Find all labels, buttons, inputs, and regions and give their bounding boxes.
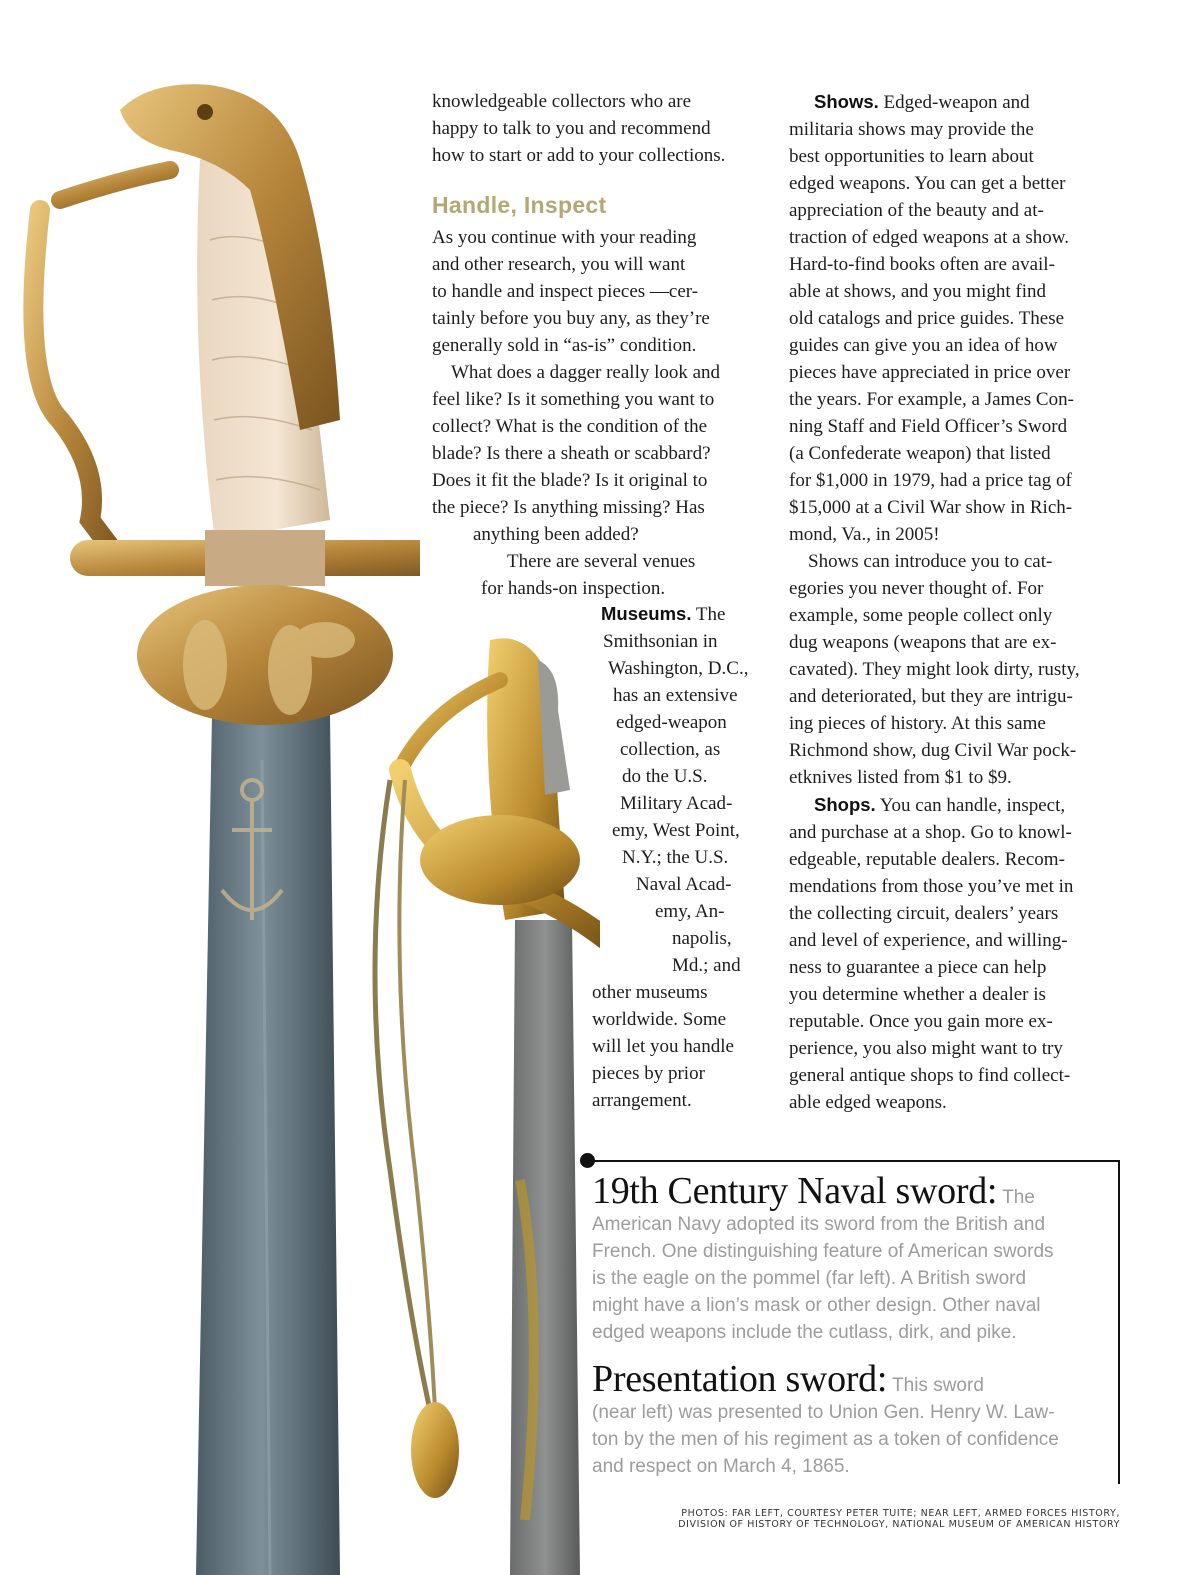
caption-title: 19th Century Naval sword: bbox=[592, 1170, 998, 1212]
body-line: old catalogs and price guides. These bbox=[789, 308, 1065, 329]
body-line: appreciation of the beauty and at- bbox=[789, 200, 1044, 221]
body-line: edged-weapon bbox=[616, 712, 727, 733]
body-line: emy, An- bbox=[655, 901, 725, 922]
body-line: and other research, you will want bbox=[432, 254, 686, 275]
handle-inspect-paragraph bbox=[432, 224, 720, 602]
body-line: cavated). They might look dirty, rusty, bbox=[789, 659, 1080, 680]
caption-title: Presentation sword: bbox=[592, 1358, 888, 1400]
body-line: example, some people collect only bbox=[789, 605, 1053, 626]
body-line: traction of edged weapons at a show. bbox=[789, 227, 1069, 248]
caption-line: might have a lion’s mask or other design. Other naval bbox=[592, 1295, 1041, 1316]
body-line: guides can give you an idea of how bbox=[789, 335, 1058, 356]
body-line: for $1,000 in 1979, had a price tag of bbox=[789, 470, 1072, 491]
museums-paragraph bbox=[0, 600, 748, 1114]
body-line: the piece? Is anything missing? Has bbox=[432, 497, 705, 518]
body-line: to handle and inspect pieces —cer- bbox=[432, 281, 699, 302]
body-line: Smithsonian in bbox=[603, 631, 718, 652]
presentation-sword-caption bbox=[592, 1358, 1059, 1480]
body-line: N.Y.; the U.S. bbox=[622, 847, 729, 868]
caption-line: ton by the men of his regiment as a token of confidence bbox=[592, 1429, 1059, 1450]
body-line: egories you never thought of. For bbox=[789, 578, 1044, 599]
body-line: blade? Is there a sheath or scabbard? bbox=[432, 443, 711, 464]
caption-bullet bbox=[580, 1153, 595, 1168]
intro-line: how to start or add to your collections. bbox=[432, 145, 726, 166]
body-line: Md.; and bbox=[672, 955, 741, 976]
body-line: tainly before you buy any, as they’re bbox=[432, 308, 710, 329]
body-line: pieces have appreciated in price over bbox=[789, 362, 1071, 383]
body-line: and deteriorated, but they are intrigu- bbox=[789, 686, 1073, 707]
caption-line: French. One distinguishing feature of American swords bbox=[592, 1241, 1054, 1262]
body-line: mendations from those you’ve met in bbox=[789, 876, 1074, 897]
body-line: anything been added? bbox=[473, 524, 639, 545]
body-line: ness to guarantee a piece can help bbox=[789, 957, 1047, 978]
body-line: generally sold in “as-is” condition. bbox=[432, 335, 697, 356]
caption-line: The bbox=[997, 1187, 1035, 1208]
body-line: Hard-to-find books often are avail- bbox=[789, 254, 1055, 275]
body-line: collection, as bbox=[620, 739, 721, 760]
body-line: will let you handle bbox=[592, 1036, 734, 1057]
body-line: (a Confederate weapon) that listed bbox=[789, 443, 1051, 464]
body-line: militaria shows may provide the bbox=[789, 119, 1034, 140]
body-line: Naval Acad- bbox=[636, 874, 732, 895]
body-line: the collecting circuit, dealers’ years bbox=[789, 903, 1059, 924]
caption-line: is the eagle on the pommel (far left). A British sword bbox=[592, 1268, 1027, 1289]
body-line: $15,000 at a Civil War show in Rich- bbox=[789, 497, 1073, 518]
caption-line: edged weapons include the cutlass, dirk, and pike. bbox=[592, 1322, 1017, 1343]
body-line: The bbox=[691, 604, 726, 625]
body-line: perience, you also might want to try bbox=[789, 1038, 1063, 1059]
body-line: the years. For example, a James Con- bbox=[789, 389, 1074, 410]
body-line: feel like? Is it something you want to bbox=[432, 389, 715, 410]
body-line: Washington, D.C., bbox=[608, 658, 749, 679]
credit-line: DIVISION OF HISTORY OF TECHNOLOGY, NATIONAL MUSEUM OF AMERICAN HISTORY bbox=[678, 1519, 1120, 1530]
body-line: worldwide. Some bbox=[592, 1009, 727, 1030]
body-line: general antique shops to find collect- bbox=[789, 1065, 1071, 1086]
body-line: Edged-weapon and bbox=[878, 92, 1030, 113]
intro-paragraph bbox=[432, 88, 725, 169]
body-line: You can handle, inspect, bbox=[875, 795, 1066, 816]
body-line: collect? What is the condition of the bbox=[432, 416, 708, 437]
body-line: mond, Va., in 2005! bbox=[789, 524, 940, 545]
caption-line: and respect on March 4, 1865. bbox=[592, 1456, 850, 1477]
shops-lead: Shops. bbox=[814, 794, 876, 815]
caption-line: (near left) was presented to Union Gen. Henry W. Law- bbox=[592, 1402, 1055, 1423]
body-line: edgeable, reputable dealers. Recom- bbox=[789, 849, 1065, 870]
body-line: Does it fit the blade? Is it original to bbox=[432, 470, 708, 491]
museums-lead: Museums. bbox=[601, 603, 692, 624]
shows-lead: Shows. bbox=[814, 91, 879, 112]
intro-line: knowledgeable collectors who are bbox=[432, 91, 692, 112]
body-line: has an extensive bbox=[613, 685, 738, 706]
section-heading: Handle, Inspect bbox=[432, 192, 607, 218]
body-line: arrangement. bbox=[592, 1090, 692, 1111]
caption-line: American Navy adopted its sword from the British and bbox=[592, 1214, 1046, 1235]
credit-line: PHOTOS: FAR LEFT, COURTESY PETER TUITE; NEAR LEFT, ARMED FORCES HISTORY, bbox=[681, 1508, 1120, 1519]
body-line: dug weapons (weapons that are ex- bbox=[789, 632, 1057, 653]
photo-credit bbox=[678, 1508, 1120, 1530]
body-line: What does a dagger really look and bbox=[432, 362, 721, 383]
body-line: ing pieces of history. At this same bbox=[789, 713, 1046, 734]
body-line: other museums bbox=[592, 982, 708, 1003]
body-line: you determine whether a dealer is bbox=[789, 984, 1046, 1005]
body-line: There are several venues bbox=[507, 551, 696, 572]
body-line: do the U.S. bbox=[622, 766, 708, 787]
body-line: Richmond show, dug Civil War pock- bbox=[789, 740, 1077, 761]
body-line: etknives listed from $1 to $9. bbox=[789, 767, 1012, 788]
body-line: reputable. Once you gain more ex- bbox=[789, 1011, 1053, 1032]
body-line: Military Acad- bbox=[620, 793, 733, 814]
body-line: napolis, bbox=[672, 928, 732, 949]
body-line: for hands-on inspection. bbox=[481, 578, 666, 599]
body-line: pieces by prior bbox=[592, 1063, 705, 1084]
body-line: able at shows, and you might find bbox=[789, 281, 1046, 302]
body-line: edged weapons. You can get a better bbox=[789, 173, 1066, 194]
body-line: ning Staff and Field Officer’s Sword bbox=[789, 416, 1068, 437]
shows-paragraph bbox=[789, 88, 1080, 1116]
body-line: best opportunities to learn about bbox=[789, 146, 1034, 167]
naval-sword-caption bbox=[592, 1170, 1054, 1346]
caption-line: This sword bbox=[887, 1375, 984, 1396]
body-line: and level of experience, and willing- bbox=[789, 930, 1068, 951]
body-line: emy, West Point, bbox=[612, 820, 740, 841]
body-line: As you continue with your reading bbox=[432, 227, 697, 248]
body-line: Shows can introduce you to cat- bbox=[789, 551, 1053, 572]
body-line: able edged weapons. bbox=[789, 1092, 947, 1113]
intro-line: happy to talk to you and recommend bbox=[432, 118, 711, 139]
body-line: and purchase at a shop. Go to knowl- bbox=[789, 822, 1072, 843]
